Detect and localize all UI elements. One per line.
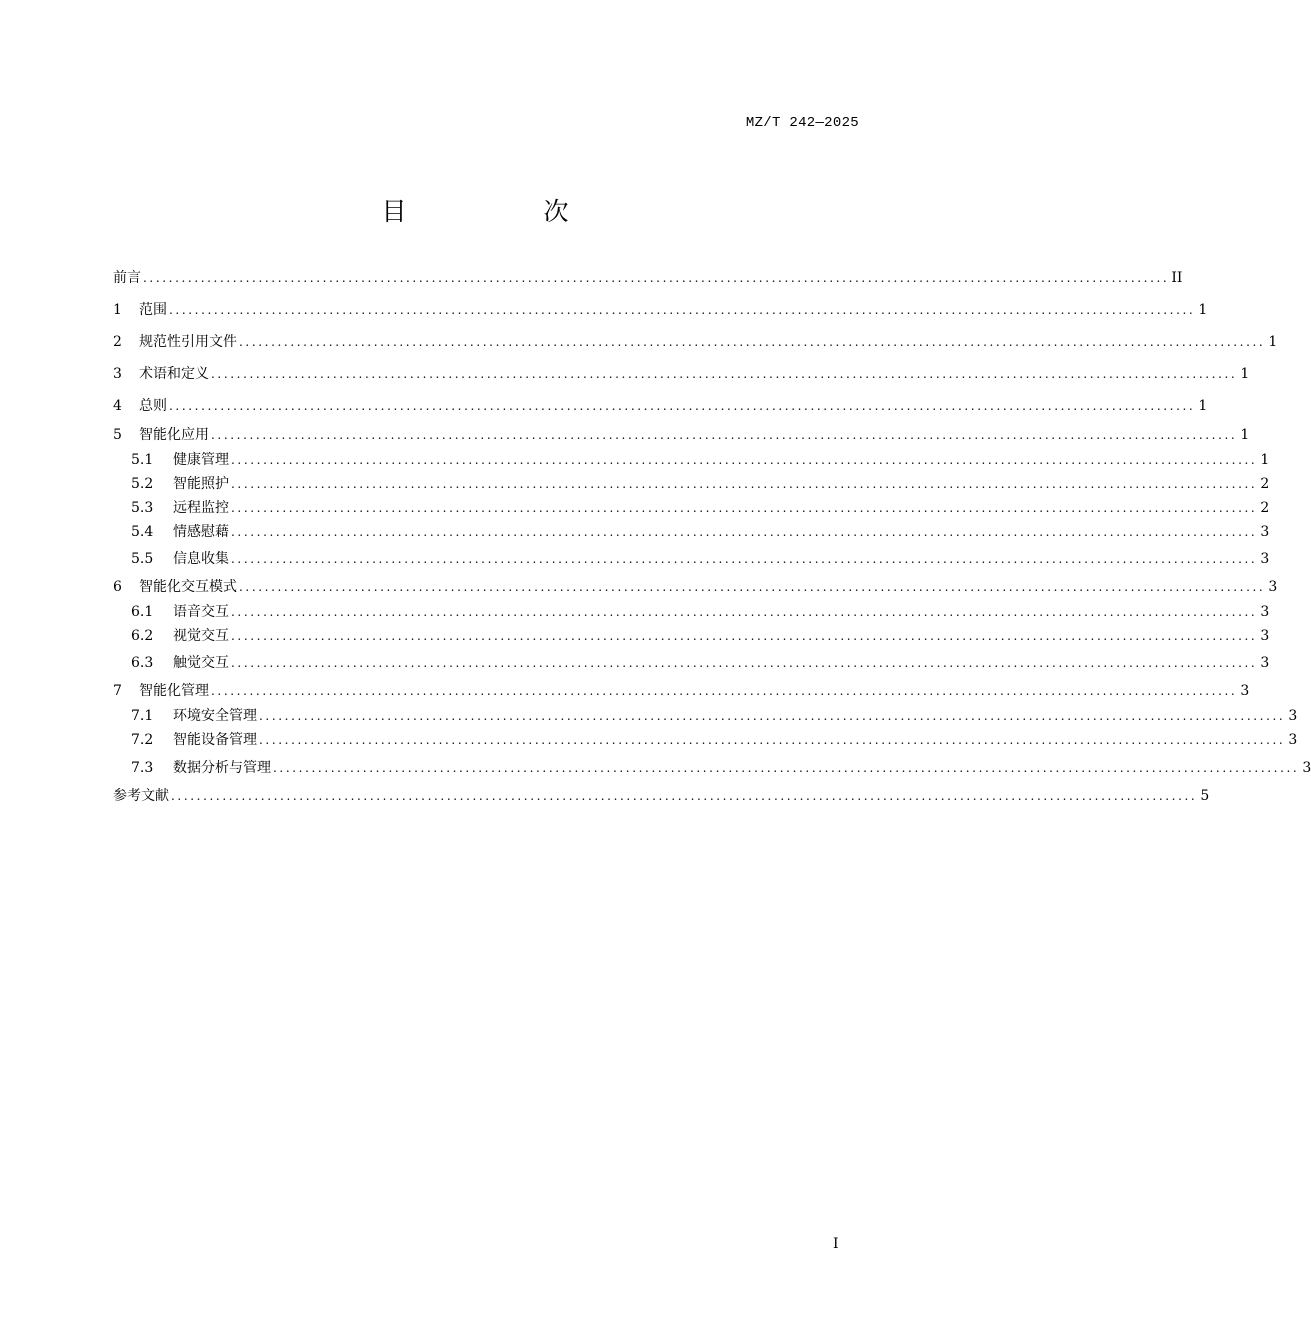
toc-entry-label: 术语和定义	[139, 366, 209, 382]
toc-dot-leader: ................................................................................................................................................................	[259, 709, 1286, 723]
toc-dot-leader: ................................................................................................................................................................	[211, 428, 1238, 442]
toc-entry[interactable]	[113, 752, 1311, 784]
toc-dot-leader: ................................................................................................................................................................	[231, 629, 1258, 643]
toc-entry-page: 1	[1240, 427, 1250, 443]
toc-entry-page: 3	[1260, 604, 1270, 620]
toc-entry-number: 7.3	[131, 760, 154, 776]
toc-entry[interactable]	[113, 326, 1278, 358]
toc-entry-label: 总则	[139, 398, 167, 414]
toc-entry-label: 数据分析与管理	[173, 760, 271, 776]
toc-entry[interactable]	[113, 520, 1270, 544]
toc-entry-page: 3	[1260, 628, 1270, 644]
toc-entry-number: 5.5	[131, 551, 154, 567]
toc-entry[interactable]	[113, 294, 1208, 326]
toc-entry-number: 5	[113, 427, 122, 443]
toc-dot-leader: ................................................................................................................................................................	[231, 525, 1258, 539]
table-of-contents	[113, 262, 1311, 808]
toc-entry-number: 7	[113, 683, 122, 699]
toc-entry[interactable]	[113, 496, 1270, 520]
toc-entry-number: 5.2	[131, 476, 154, 492]
toc-entry[interactable]	[113, 544, 1270, 575]
toc-dot-leader: ................................................................................................................................................................	[259, 733, 1286, 747]
toc-entry[interactable]	[113, 575, 1278, 600]
toc-entry-page: 1	[1268, 334, 1278, 350]
toc-entry[interactable]	[113, 262, 1183, 294]
toc-entry-number: 7.1	[131, 708, 154, 724]
toc-entry-label: 智能设备管理	[173, 732, 257, 748]
toc-entry[interactable]	[113, 358, 1250, 390]
toc-entry[interactable]	[113, 600, 1270, 624]
toc-entry-number: 2	[113, 334, 122, 350]
toc-dot-leader: ................................................................................................................................................................	[211, 367, 1238, 381]
toc-entry-number: 6	[113, 579, 122, 595]
toc-dot-leader: ................................................................................................................................................................	[211, 684, 1238, 698]
toc-entry-label: 视觉交互	[173, 628, 229, 644]
toc-entry-page: 2	[1260, 476, 1270, 492]
toc-entry-page: II	[1171, 270, 1183, 286]
toc-entry[interactable]	[113, 422, 1250, 448]
toc-entry-label: 信息收集	[173, 551, 229, 567]
toc-entry-label: 健康管理	[173, 452, 229, 468]
toc-entry-page: 2	[1260, 500, 1270, 516]
toc-entry[interactable]	[113, 472, 1270, 496]
toc-entry-page: 3	[1260, 655, 1270, 671]
toc-dot-leader: ................................................................................................................................................................	[171, 789, 1198, 803]
toc-entry-page: 1	[1198, 398, 1208, 414]
toc-dot-leader: ................................................................................................................................................................	[273, 761, 1300, 775]
toc-entry-label: 智能化应用	[139, 427, 209, 443]
toc-entry-label: 环境安全管理	[173, 708, 257, 724]
toc-dot-leader: ................................................................................................................................................................	[143, 271, 1170, 285]
toc-entry-page: 3	[1260, 524, 1270, 540]
toc-entry-label: 智能化交互模式	[139, 579, 237, 595]
toc-entry-number: 5.4	[131, 524, 154, 540]
toc-entry-page: 3	[1268, 579, 1278, 595]
toc-entry-number: 6.3	[131, 655, 154, 671]
toc-entry-page: 3	[1302, 760, 1311, 776]
toc-dot-leader: ................................................................................................................................................................	[231, 605, 1258, 619]
toc-entry-page: 1	[1240, 366, 1250, 382]
toc-dot-leader: ................................................................................................................................................................	[231, 552, 1258, 566]
toc-entry-number: 1	[113, 302, 122, 318]
toc-entry-page: 3	[1288, 708, 1298, 724]
toc-entry-number: 7.2	[131, 732, 154, 748]
toc-entry-page: 1	[1198, 302, 1208, 318]
toc-entry-page: 3	[1288, 732, 1298, 748]
toc-dot-leader: ................................................................................................................................................................	[231, 501, 1258, 515]
toc-entry-number: 6.2	[131, 628, 154, 644]
toc-entry-label: 远程监控	[173, 500, 229, 516]
standard-code: MZ/T 242—2025	[745, 115, 859, 131]
toc-entry-number: 3	[113, 366, 122, 382]
toc-entry[interactable]	[113, 704, 1298, 728]
toc-entry-number: 5.1	[131, 452, 154, 468]
toc-entry[interactable]	[113, 678, 1250, 704]
toc-dot-leader: ................................................................................................................................................................	[239, 335, 1266, 349]
toc-dot-leader: ................................................................................................................................................................	[169, 303, 1196, 317]
toc-entry-label: 范围	[139, 302, 167, 318]
toc-entry-label: 触觉交互	[173, 655, 229, 671]
toc-entry[interactable]	[113, 448, 1270, 472]
toc-dot-leader: ................................................................................................................................................................	[239, 580, 1266, 594]
toc-entry[interactable]	[113, 784, 1210, 808]
toc-entry-page: 3	[1260, 551, 1270, 567]
page-title: 目 次	[381, 197, 625, 226]
footer-page-number: I	[833, 1236, 839, 1252]
toc-dot-leader: ................................................................................................................................................................	[231, 453, 1258, 467]
toc-entry-label: 智能照护	[173, 476, 229, 492]
toc-entry-page: 5	[1200, 788, 1210, 804]
toc-entry[interactable]	[113, 648, 1270, 678]
toc-entry-number: 5.3	[131, 500, 154, 516]
toc-dot-leader: ................................................................................................................................................................	[231, 477, 1258, 491]
toc-entry-label: 参考文献	[113, 788, 169, 804]
toc-entry-label: 智能化管理	[139, 683, 209, 699]
toc-entry-label: 前言	[113, 270, 141, 286]
toc-dot-leader: ................................................................................................................................................................	[231, 656, 1258, 670]
toc-entry-page: 1	[1260, 452, 1270, 468]
toc-entry-label: 语音交互	[173, 604, 229, 620]
toc-entry-number: 4	[113, 398, 122, 414]
toc-entry-label: 情感慰藉	[173, 524, 229, 540]
toc-entry[interactable]	[113, 390, 1208, 422]
toc-entry[interactable]	[113, 624, 1270, 648]
toc-dot-leader: ................................................................................................................................................................	[169, 399, 1196, 413]
toc-entry[interactable]	[113, 728, 1298, 752]
toc-entry-page: 3	[1240, 683, 1250, 699]
toc-entry-label: 规范性引用文件	[139, 334, 237, 350]
toc-entry-number: 6.1	[131, 604, 154, 620]
